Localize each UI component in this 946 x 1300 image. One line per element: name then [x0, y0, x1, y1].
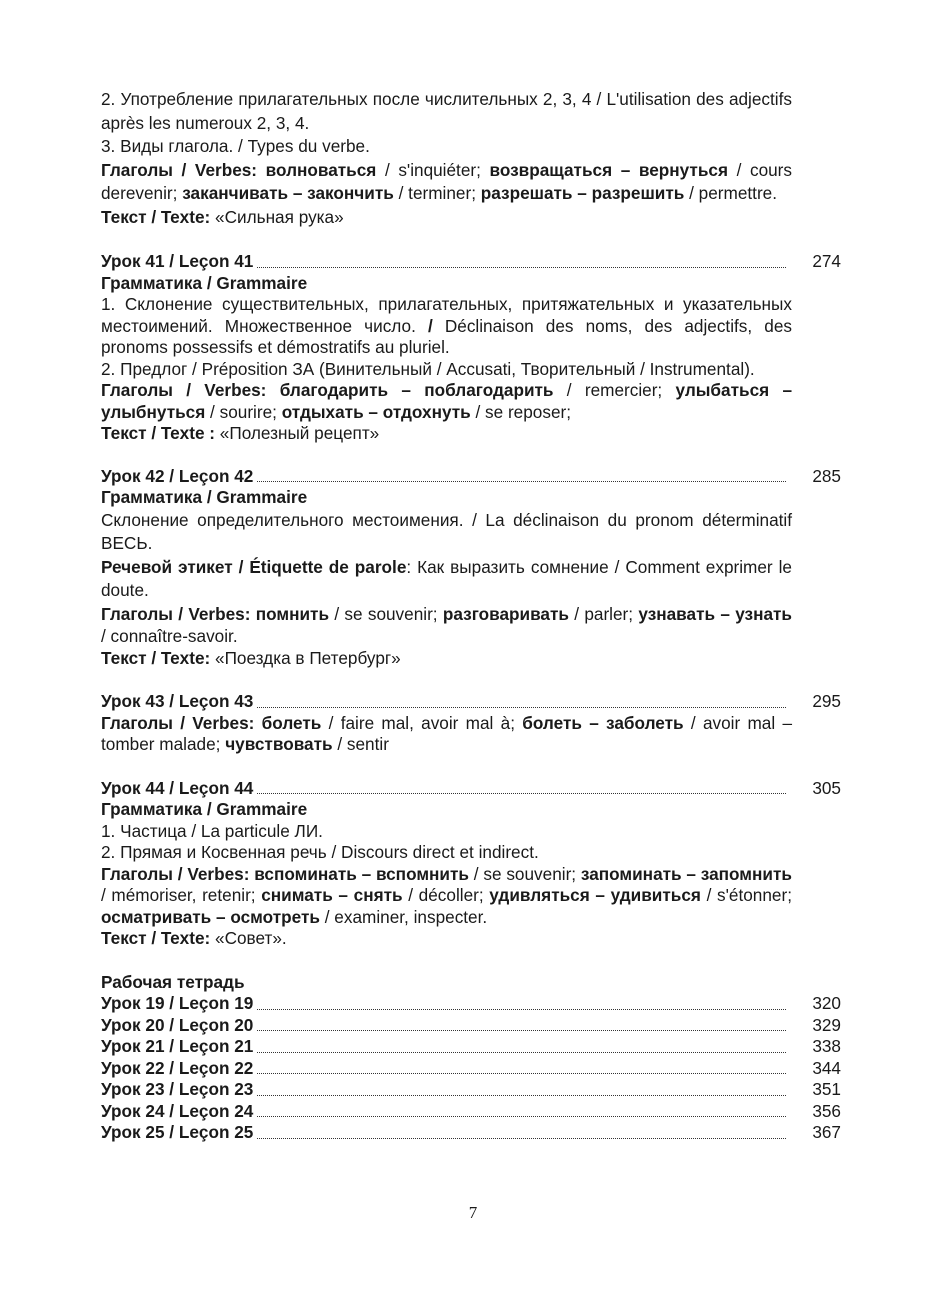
verbs-line: Глаголы / Verbes: помнить / se souvenir; разговаривать / parler; узнавать – узнать / connaître-savoir. [101, 603, 792, 646]
text-title: «Совет». [210, 928, 287, 948]
lesson-42 [101, 466, 841, 670]
verbs-label: Глаголы / Verbes: [101, 603, 251, 624]
leader-dots [257, 263, 786, 268]
verbs-line: Глаголы / Verbes: болеть / faire mal, avoir mal à; болеть – заболеть / avoir mal – tomber malade; чувствовать / sentir [101, 712, 792, 754]
text-title: «Поездка в Петербург» [210, 647, 401, 668]
verbs-label: Глаголы / Verbes: [101, 159, 258, 180]
toc-page [101, 88, 841, 1144]
text-label: Текст / Texte: [101, 647, 211, 668]
toc-entry-label: Урок 24 / Leçon 24 [101, 1100, 254, 1121]
toc-entry[interactable] [101, 466, 841, 488]
text-label: Текст / Texte: [101, 928, 211, 948]
text-label: Текст / Texte : [101, 423, 215, 443]
verbs-line: Глаголы / Verbes: вспоминать – вспомнить / se souvenir; запоминать – запомнить / mémoriser, retenir; снимать – снять / décoller; удивляться – удивиться / s'étonner; осматривать – осмотреть / examiner, inspecter. [101, 863, 792, 927]
toc-entry-page: 344 [812, 1057, 841, 1078]
verb: узнавать – узнать [638, 603, 792, 624]
grammar-item: 1. Склонение существительных, прилагательных, притяжательных и указательных местоимений. Множественное число. / Déclinaison des noms, des adjectifs, des pronoms possessifs et démostratifs au pluriel. [101, 294, 792, 357]
verbs-label: Глаголы / Verbes: [101, 380, 267, 400]
text-title: «Сильная рука» [210, 206, 344, 227]
toc-entry-page: 329 [812, 1014, 841, 1035]
toc-entry[interactable] [101, 691, 841, 713]
lesson-41 [101, 251, 841, 445]
toc-entry-page: 274 [812, 251, 841, 271]
leader-dots [257, 477, 786, 482]
lesson-40-continuation [101, 88, 841, 229]
toc-entry-page: 367 [812, 1122, 841, 1142]
etiquette-label: Речевой этикет / Étiquette de parole [101, 556, 407, 577]
leader-dots [257, 703, 786, 708]
toc-entry-label: Урок 42 / Leçon 42 [101, 465, 254, 486]
toc-entry-page: 351 [812, 1079, 841, 1099]
grammar-heading: Грамматика / Grammaire [101, 487, 308, 507]
text-line [101, 928, 792, 950]
verb-translation: / terminer; [393, 183, 481, 203]
toc-entry-label: Урок 25 / Leçon 25 [101, 1122, 254, 1142]
etiquette-line: Речевой этикет / Étiquette de parole: Как выразить сомнение / Comment exprimer le doute. [101, 556, 792, 600]
verb: заканчивать – закончить [182, 183, 394, 203]
leader-dots [257, 1091, 786, 1096]
toc-entry-page: 285 [812, 465, 841, 486]
toc-entry-page: 320 [812, 993, 841, 1013]
toc-entry[interactable] [101, 1058, 841, 1080]
verb: болеть – заболеть [522, 712, 684, 733]
toc-entry[interactable] [101, 778, 841, 800]
toc-entry-label: Урок 19 / Leçon 19 [101, 993, 254, 1013]
workbook-section [101, 972, 841, 1144]
leader-dots [257, 1048, 786, 1053]
text-line [101, 206, 792, 230]
toc-entry[interactable] [101, 1101, 841, 1123]
verb: запоминать – запомнить [580, 863, 792, 884]
workbook-list [101, 993, 841, 1144]
text-label: Текст / Texte: [101, 206, 211, 227]
leader-dots [257, 1112, 786, 1117]
verb: вспоминать – вспомнить [254, 863, 469, 884]
verb: помнить [255, 603, 330, 624]
toc-entry[interactable] [101, 993, 841, 1015]
toc-entry-page: 338 [812, 1036, 841, 1056]
toc-entry-label: Урок 43 / Leçon 43 [101, 691, 254, 711]
leader-dots [257, 1069, 786, 1074]
workbook-title: Рабочая тетрадь [101, 971, 245, 992]
toc-entry[interactable] [101, 1015, 841, 1037]
verb: отдыхать – отдохнуть [281, 401, 471, 422]
verb: удивляться – удивиться [489, 885, 701, 905]
verb: разговаривать [442, 603, 569, 624]
grammar-item: 3. Виды глагола. / Types du verbe. [101, 136, 370, 156]
verb: осматривать – осмотреть [101, 906, 320, 927]
verb: возвращаться – вернуться [489, 159, 728, 180]
toc-entry-label: Урок 41 / Leçon 41 [101, 251, 254, 271]
verb: благодарить – поблагодарить [279, 380, 554, 400]
verb: улыбаться – улыбнуться [101, 380, 793, 422]
lesson-44 [101, 778, 841, 950]
toc-entry-page: 295 [812, 691, 841, 711]
grammar-item: 2. Предлог / Préposition ЗА (Винительный / Accusati, Творительный / Instrumental). [101, 358, 755, 379]
grammar-item: 2. Прямая и Косвенная речь / Discours direct et indirect. [101, 842, 539, 862]
lesson-43 [101, 691, 841, 756]
toc-entry-label: Урок 44 / Leçon 44 [101, 777, 254, 798]
toc-entry-label: Урок 23 / Leçon 23 [101, 1079, 254, 1099]
verb: чувствовать [225, 734, 333, 754]
leader-dots [257, 789, 786, 794]
toc-entry[interactable] [101, 1036, 841, 1058]
toc-entry-label: Урок 20 / Leçon 20 [101, 1014, 254, 1035]
toc-entry[interactable] [101, 1079, 841, 1101]
leader-dots [257, 1134, 786, 1139]
verb: волноваться [265, 159, 377, 180]
page-number: 7 [468, 1203, 478, 1222]
grammar-item: Склонение определительного местоимения. / La déclinaison du pronom déterminatif ВЕСЬ. [101, 509, 792, 553]
verbs-line [101, 159, 792, 206]
grammar-item: 1. Частица / La particule ЛИ. [101, 820, 323, 841]
toc-entry-label: Урок 22 / Leçon 22 [101, 1057, 254, 1078]
toc-entry[interactable] [101, 251, 841, 273]
verb-translation: / permettre. [684, 183, 778, 203]
verb-translation: / s'inquiéter; [376, 159, 490, 180]
verb: снимать – снять [261, 885, 403, 905]
grammar-heading: Грамматика / Grammaire [101, 799, 308, 819]
leader-dots [257, 1026, 786, 1031]
toc-entry-label: Урок 21 / Leçon 21 [101, 1036, 254, 1056]
verbs-line: Глаголы / Verbes: благодарить – поблагодарить / remercier; улыбаться – улыбнуться / sourire; отдыхать – отдохнуть / se reposer; [101, 380, 793, 422]
grammar-item: 2. Употребление прилагательных после числительных 2, 3, 4 / L'utilisation des adjectifs après les numeroux 2, 3, 4. [101, 89, 792, 133]
verb-translation: / cours derevenir; [101, 159, 792, 203]
grammar-heading: Грамматика / Grammaire [101, 272, 308, 293]
text-title: «Полезный рецепт» [215, 423, 380, 443]
toc-entry-page: 305 [812, 777, 841, 798]
toc-entry-page: 356 [812, 1100, 841, 1121]
leader-dots [257, 1005, 786, 1010]
text-line [101, 648, 792, 670]
verb: разрешать – разрешить [480, 183, 685, 203]
verbs-label: Глаголы / Verbes: [101, 863, 250, 884]
verbs-label: Глаголы / Verbes: [101, 712, 255, 733]
text-line [101, 423, 792, 445]
verb: болеть [261, 712, 322, 733]
toc-entry[interactable] [101, 1122, 841, 1144]
